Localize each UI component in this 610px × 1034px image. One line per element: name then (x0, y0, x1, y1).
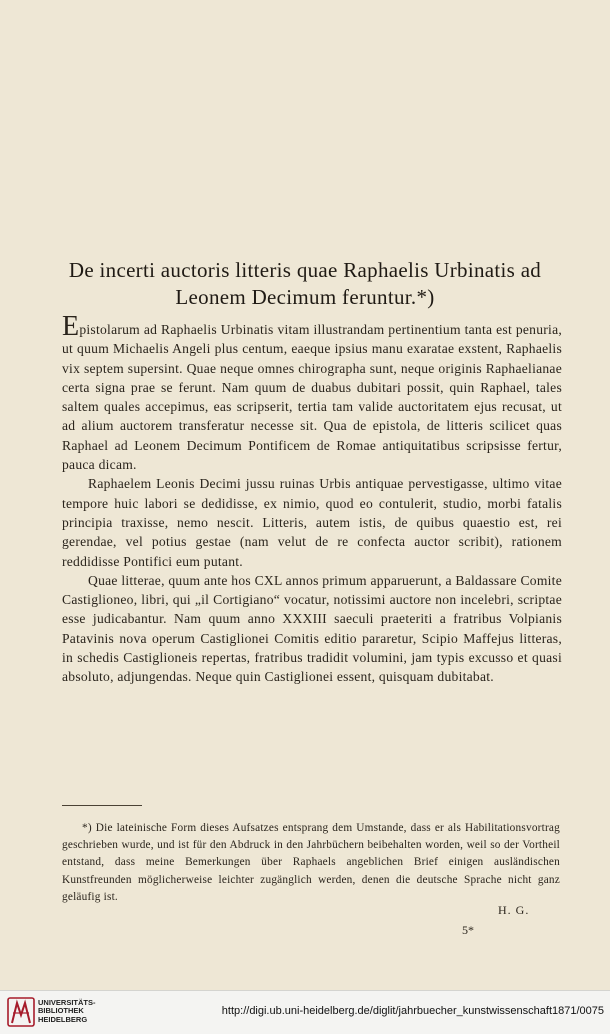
title-line-2: Leonem Decimum feruntur.*) (175, 285, 435, 309)
article-body (62, 311, 562, 687)
footnote-divider (62, 805, 142, 806)
title-line-1: De incerti auctoris litteris quae Raphaelis Urbinatis ad (68, 258, 542, 282)
drop-cap: E (62, 311, 80, 342)
viewer-footer (0, 990, 610, 1034)
author-signature: H. G. (498, 903, 530, 917)
page-number: 5* (462, 923, 474, 937)
paragraph-1 (62, 311, 562, 474)
library-logo-icon (7, 997, 35, 1027)
permalink-url[interactable]: http://digi.ub.uni-heidelberg.de/diglit/jahrbuecher_kunstwissenschaft1871/0075 (221, 1005, 604, 1017)
footnote (62, 820, 560, 906)
library-name-line-2: BIBLIOTHEK (38, 1006, 84, 1016)
library-name-line-3: HEIDELBERG (38, 1014, 88, 1024)
library-name-line-1: UNIVERSITÄTS- (38, 998, 96, 1007)
paragraph-2: Raphaelem Leonis Decimi jussu ruinas Urbis antiquae pervestigasse, ultimo vitae tempore huic labori se dedidisse, ex nimio, quod eo contulerit, studio, morbi fatalis principia traxisse, nemo nescit. Litteris, autem istis, de quibus quaestio est, rei gerendae, vel potius gestae (nam velut de re confecta auctor scribit), rationem reddidisse Pontifici eum putant. (62, 476, 562, 569)
footnote-text: *) Die lateinische Form dieses Aufsatzes entsprang dem Umstande, dass er als Habilitationsvortrag geschrieben wurde, und ist für den Abdruck in den Jahrbüchern beibehalten worden, weil so der Vortheil entstand, dass meine Bemerkungen über Raphaels angeblichen Brief einigen ausländischen Kunstfreunden möglicherweise leichter zugänglich werden, denen die deutsche Sprache nicht ganz geläufig ist. (62, 822, 560, 903)
article-title (30, 257, 580, 311)
library-name (38, 999, 96, 1024)
paragraph-1-text: pistolarum ad Raphaelis Urbinatis vitam illustrandam pertinentium tanta est penuria, ut quum Michaelis Angeli plus centum, eaeque ipsius manu exaratae exstent, Raphaelis vix septem supersint. Quae neque omnes chirographa sunt, neque originis Raphaelianae certa signa prae se ferunt. Nam quum de duabus dubitari possit, quin Raphael, tales saltem quales accepimus, eas scripserit, tertia tam valide auctoritatem ejus recusat, ut ad alium auctorem transferatur necesse sit. Qua de epistola, de litteris scilicet quas Raphael ad Leonem Decimum Pontificem de Romae antiquitatibus scripsisse fertur, pauca dicam. (62, 322, 562, 473)
paragraph-3: Quae litterae, quum ante hos CXL annos primum apparuerunt, a Baldassare Comite Castiglioneo, libri, qui „il Cortigiano“ vocatur, notissimi auctore non incelebri, scriptae esse judicabantur. Nam quum anno XXXIII saeculi praeteriti a fratribus Volpianis Patavinis nova operum Castiglionei Comitis editio pararetur, Scipio Maffejus litteras, in schedis Castiglioneis repertas, fratribus tradidit volumini, jam typis excusso et quasi absoluto, adjungendas. Neque quin Castiglionei essent, quisquam dubitabat. (62, 572, 562, 685)
